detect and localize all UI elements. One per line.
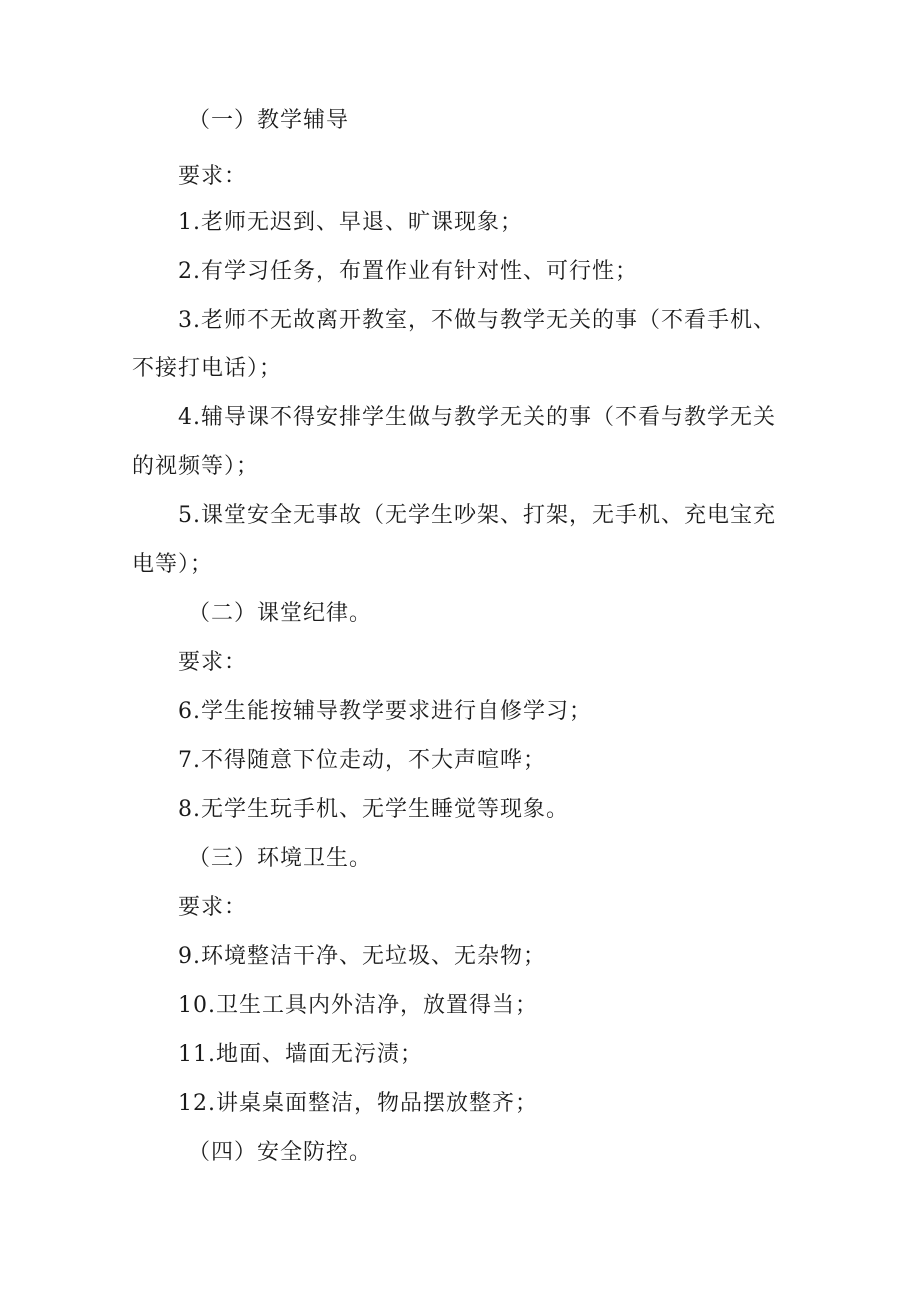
requirement-label: 要求： [178, 164, 248, 189]
list-item: 9.环境整洁干净、无垃圾、无杂物； [178, 944, 546, 969]
list-item: 2.有学习任务，布置作业有针对性、可行性； [178, 259, 638, 284]
requirement-label: 要求： [178, 650, 248, 675]
section-heading: （三）环境卫生。 [188, 846, 373, 871]
list-item-continuation: 的视频等）； [132, 454, 260, 479]
list-item: 8.无学生玩手机、无学生睡觉等现象。 [178, 797, 569, 822]
list-item: 11.地面、墙面无污渍； [178, 1042, 423, 1067]
list-item: 3.老师不无故离开教室，不做与教学无关的事（不看手机、 [178, 308, 776, 333]
list-item-continuation: 电等）； [132, 552, 214, 577]
list-item: 6.学生能按辅导教学要求进行自修学习； [178, 699, 592, 724]
requirement-label: 要求： [178, 895, 248, 920]
list-item: 4.辅导课不得安排学生做与教学无关的事（不看与教学无关 [178, 405, 776, 430]
list-item: 5.课堂安全无事故（无学生吵架、打架，无手机、充电宝充 [178, 503, 776, 528]
list-item: 1.老师无迟到、早退、旷课现象； [178, 210, 523, 235]
section-heading: （二）课堂纪律。 [188, 601, 373, 626]
list-item: 7.不得随意下位走动，不大声喧哗； [178, 748, 546, 773]
list-item-continuation: 不接打电话）； [132, 356, 283, 381]
list-item: 10.卫生工具内外洁净，放置得当； [178, 993, 538, 1018]
section-heading: （四）安全防控。 [188, 1140, 373, 1165]
section-heading: （一）教学辅导 [188, 108, 350, 133]
list-item: 12.讲桌桌面整洁，物品摆放整齐； [178, 1091, 538, 1116]
